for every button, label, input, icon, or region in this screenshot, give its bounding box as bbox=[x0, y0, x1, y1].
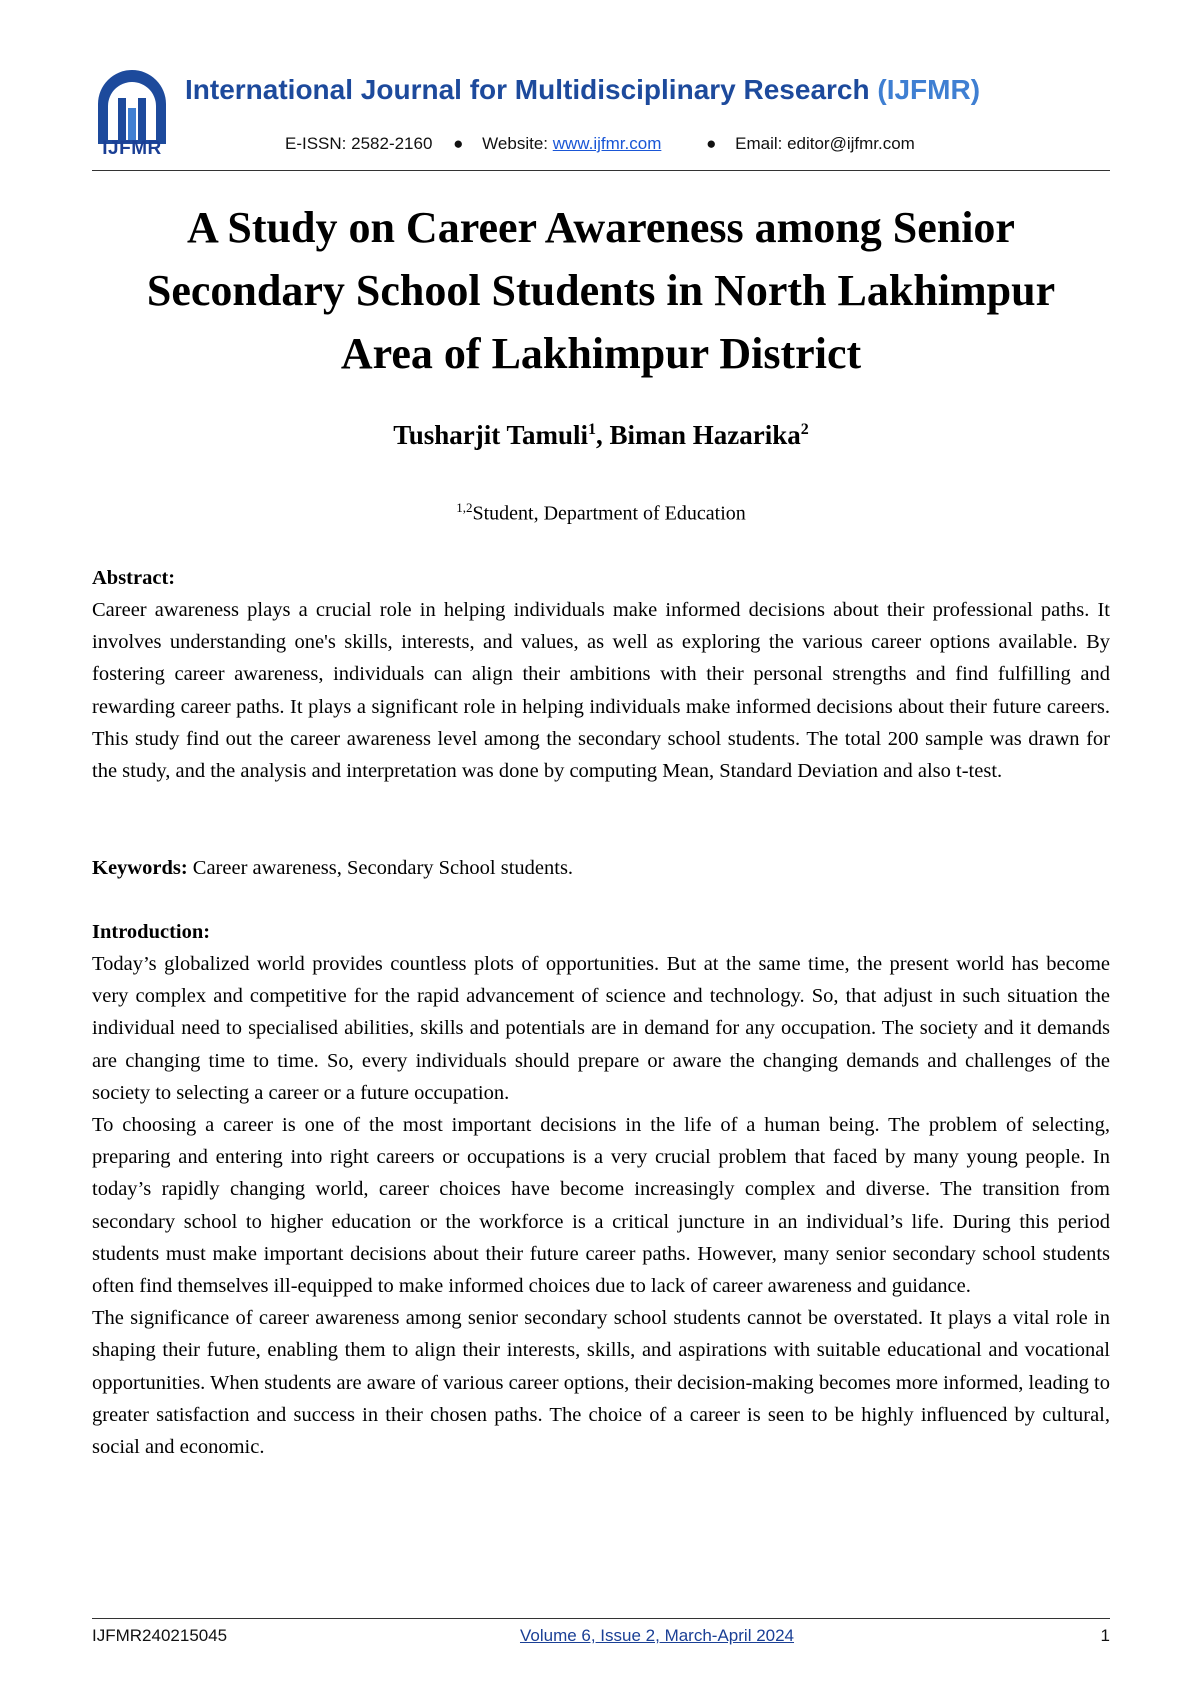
abstract-heading: Abstract: bbox=[92, 567, 176, 589]
author-superscript: 1 bbox=[588, 421, 597, 438]
affiliation-text: Student, Department of Education bbox=[472, 502, 746, 525]
eissn: E-ISSN: 2582-2160 bbox=[285, 134, 433, 153]
author-list bbox=[92, 420, 1110, 451]
journal-abbreviation: (IJFMR) bbox=[877, 74, 981, 105]
journal-name: International Journal for Multidisciplinary Research bbox=[185, 74, 870, 105]
paper-title bbox=[92, 196, 1110, 385]
website-label: Website: bbox=[482, 134, 548, 153]
title-line: Secondary School Students in North Lakhimpur bbox=[146, 266, 1056, 315]
volume-issue: Volume 6, Issue 2, March-April 2024 bbox=[519, 1626, 795, 1645]
journal-header bbox=[92, 62, 1110, 170]
abstract-text: Career awareness plays a crucial role in helping individuals make informed decisions about their professional paths. It involves understanding one's skills, interests, and values, as well as exploring the various career options available. By fostering career awareness, individuals can align their ambitions with their personal strengths and find fulfilling and rewarding career paths. It plays a significant role in helping individuals make informed decisions about their future careers. This study find out the career awareness level among the secondary school students. The total 200 sample was drawn for the study, and the analysis and interpretation was done by computing Mean, Standard Deviation and also t-test. bbox=[92, 599, 1110, 783]
author-separator: , bbox=[596, 420, 610, 450]
title-line: Area of Lakhimpur District bbox=[340, 329, 862, 378]
title-line: A Study on Career Awareness among Senior bbox=[187, 203, 1015, 252]
page-number: 1 bbox=[1100, 1626, 1110, 1645]
paragraph: To choosing a career is one of the most important decisions in the life of a human being. The problem of selecting, preparing and entering into right careers or occupations is a very crucial problem that faced by many young people. In today’s rapidly changing world, career choices have become increasingly complex and diverse. The transition from secondary school to higher education or the workforce is a critical juncture in an individual’s life. During this period students must make important decisions about their future career paths. However, many senior secondary school students often find themselves ill-equipped to make informed choices due to lack of career awareness and guidance. bbox=[92, 1114, 1110, 1298]
paper-id: IJFMR240215045 bbox=[92, 1626, 228, 1645]
author-name: Biman Hazarika bbox=[609, 420, 801, 450]
bullet-icon: ● bbox=[706, 134, 717, 153]
author-name: Tusharjit Tamuli bbox=[393, 420, 589, 450]
journal-meta bbox=[285, 134, 915, 154]
page-footer bbox=[92, 1626, 1110, 1652]
keywords-label: Keywords: bbox=[92, 857, 188, 879]
footer-divider bbox=[92, 1618, 1110, 1619]
paragraph: The significance of career awareness among senior secondary school students cannot be overstated. It plays a vital role in shaping their future, enabling them to align their interests, skills, and aspirations with suitable educational and vocational opportunities. When students are aware of various career options, their decision-making becomes more informed, leading to greater satisfaction and success in their chosen paths. The choice of a career is seen to be highly influenced by cultural, social and economic. bbox=[92, 1307, 1110, 1459]
paragraph: Today’s globalized world provides countless plots of opportunities. But at the same time, the present world has become very complex and competitive for the rapid advancement of science and technology. So, that adjust in such situation the individual need to specialised abilities, skills and potentials are in demand for any occupation. The society and it demands are changing time to time. So, every individuals should prepare or aware the changing demands and challenges of the society to selecting a career or a future occupation. bbox=[92, 953, 1110, 1104]
journal-title bbox=[185, 74, 980, 106]
keywords bbox=[92, 852, 1110, 884]
logo-text: IJFMR bbox=[102, 138, 162, 159]
author-superscript: 2 bbox=[800, 421, 809, 438]
header-divider bbox=[92, 170, 1110, 171]
website-link[interactable]: www.ijfmr.com bbox=[552, 134, 662, 153]
bullet-icon: ● bbox=[453, 134, 464, 153]
introduction-body bbox=[92, 948, 1110, 1463]
affiliation-superscript: 1,2 bbox=[456, 500, 473, 515]
introduction-heading: Introduction: bbox=[92, 921, 211, 943]
affiliation bbox=[92, 500, 1110, 526]
keywords-text: Career awareness, Secondary School students. bbox=[187, 857, 574, 879]
email: Email: editor@ijfmr.com bbox=[735, 134, 915, 153]
